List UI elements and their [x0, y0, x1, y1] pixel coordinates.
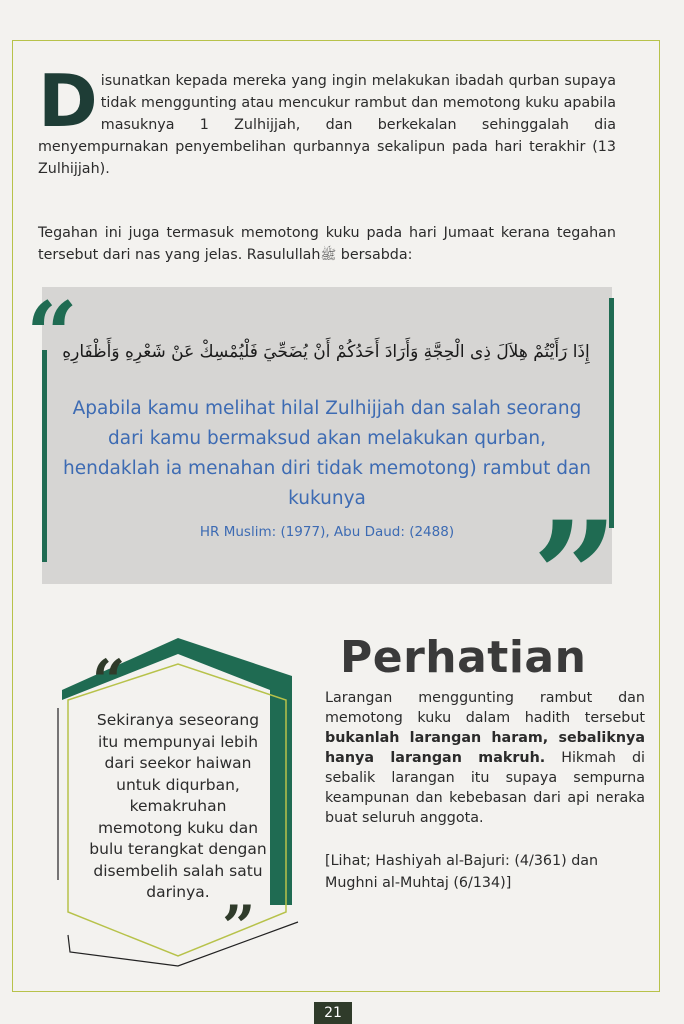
second-paragraph-end: bersabda:	[336, 247, 413, 263]
hadith-arabic-text: إِذَا رَأَيْتُمْ هِلاَلَ ذِى الْحِجَّةِ وَأَرَادَ أَحَدُكُمْ أَنْ يُضَحِّيَ فَلْيُمْسِكْ عَنْ شَعْرِهِ وَأَظْفَارِهِ	[62, 342, 590, 362]
intro-text: isunatkan kepada mereka yang ingin melakukan ibadah qurban supaya tidak menggunting atau mencukur rambut dan memotong kuku apabila masuknya 1 Zulhijjah, dan berkekalan sehinggalah dia menyempurnakan penyembelihan qurbannya sekalipun pada hari terakhir (13 Zulhijjah).	[38, 73, 616, 177]
open-quote-mark: “	[26, 282, 78, 388]
note-body-bold: bukanlah larangan haram, sebaliknya hanya larangan makruh.	[325, 730, 645, 766]
note-body-end: Hikmah di sebalik larangan itu supaya sempurna keampunan dan kebebasan dari api neraka buat seluruh anggota.	[325, 750, 645, 826]
hadith-translation: Apabila kamu melihat hilal Zulhijjah dan salah seorang dari kamu bermaksud akan melakukan qurban, hendaklah ia menahan diri tidak memotong) rambut dan kukunya	[62, 398, 592, 509]
page-number: 21	[314, 1002, 352, 1024]
second-paragraph-text: Tegahan ini juga termasuk memotong kuku pada hari Jumaat kerana tegahan tersebut dari nas yang jelas. Rasulullah	[38, 225, 616, 263]
salawat-glyph: ﷺ	[320, 248, 337, 263]
note-heading: Perhatian	[340, 632, 587, 683]
sidebox-text: Sekiranya seseorang itu mempunyai lebih dari seekor haiwan untuk diqurban, kemakruhan memotong kuku dan bulu terangkat dengan disembelih salah satu darinya.	[89, 711, 267, 901]
close-quote-mark: ”	[532, 489, 619, 665]
hadith-source: HR Muslim: (1977), Abu Daud: (2488)	[199, 524, 455, 540]
note-reference: [Lihat; Hashiyah al-Bajuri: (4/361) dan Mughni al-Muhtaj (6/134)]	[325, 853, 599, 891]
note-body-start: Larangan menggunting rambut dan memotong kuku dalam hadith tersebut	[325, 690, 645, 726]
drop-cap: D	[38, 59, 98, 143]
note-body	[325, 688, 645, 828]
sidebox-black-bottom	[68, 922, 298, 966]
sidebox-open-quote: “	[92, 647, 126, 715]
sidebox-close-quote: ”	[222, 893, 256, 961]
